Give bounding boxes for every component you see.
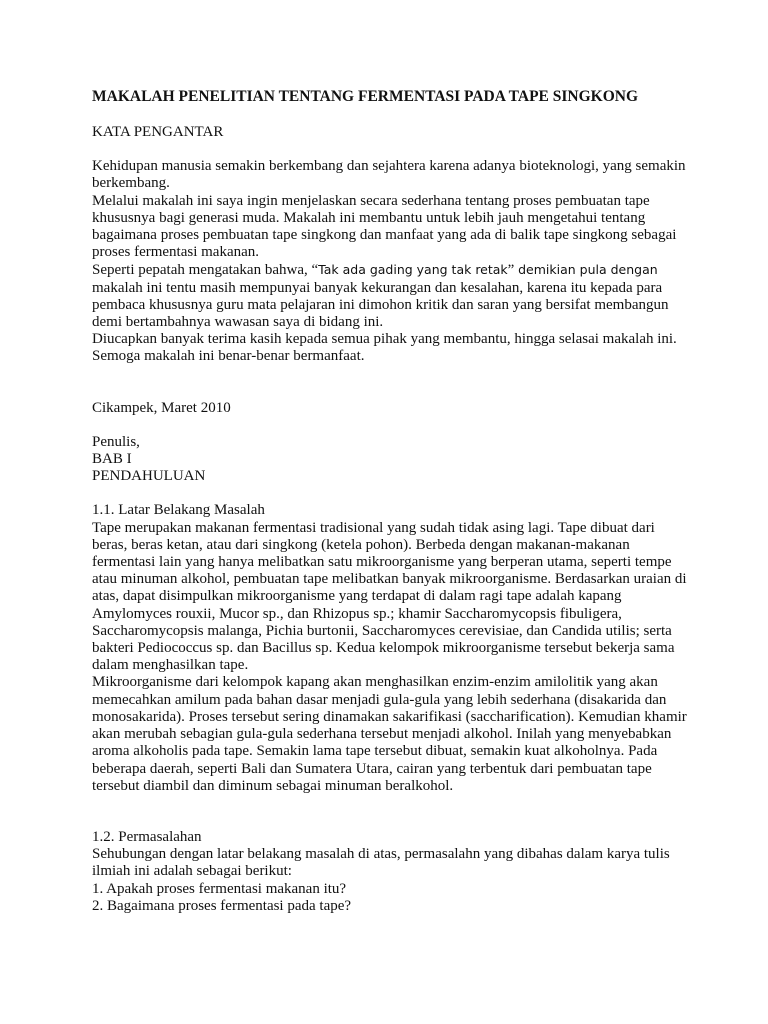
spacer [92, 795, 692, 829]
intro-p3-quote: Tak ada gading yang tak retak [318, 262, 508, 278]
intro-paragraph-4: Diucapkan banyak terima kasih kepada semua pihak yang membantu, hingga selasai makalah ini. Semoga makalah ini benar-benar bermanfaat. [92, 331, 677, 365]
questions-list [92, 881, 692, 915]
intro-paragraph-1: Kehidupan manusia semakin berkembang dan sejahtera karena adanya bioteknologi, yang semakin berkembang. [92, 158, 686, 192]
section-1-1-paragraph-1: Tape merupakan makanan fermentasi tradisional yang sudah tidak asing lagi. Tape dibuat dari beras, beras ketan, atau dari singkong (ketela pohon). Berbeda dengan makanan-makanan fermentasi lain yang hanya melibatkan satu mikroorganisme yang berperan utama, seperti tempe atau minuman alkohol, pembuatan tape melibatkan banyak mikroorganisme. Berdasarkan uraian di atas, dapat disimpulkan mikroorganisme yang terdapat di dalam ragi tape adalah kapang Amylomyces rouxii, Mucor sp., dan Rhizopus sp.; khamir Saccharomycopsis fibuligera, Saccharomycopsis malanga, Pichia burtonii, Saccharomyces cerevisiae, dan Candida utilis; serta bakteri Pediococcus sp. dan Bacillus sp. Kedua kelompok mikroorganisme tersebut bekerja sama dalam menghasilkan tape. [92, 519, 687, 674]
intro-p3-rest: makalah ini tentu masih mempunyai banyak kekurangan dan kesalahan, karena itu kepada para pembaca khususnya guru mata pelajaran ini dimohon kritik dan saran yang bersifat membangun demi bertambahnya wawasan saya di bidang ini. [92, 279, 669, 331]
intro-p3-start: Seperti pepatah mengatakan bahwa, “ [92, 262, 319, 279]
spacer [92, 141, 692, 158]
intro-paragraph-3 [92, 261, 692, 331]
place-date: Cikampek, Maret 2010 [92, 399, 231, 416]
document-page [92, 88, 692, 915]
bab-title: PENDAHULUAN [92, 468, 206, 485]
spacer [92, 366, 692, 400]
section-1-2-paragraph-1: Sehubungan dengan latar belakang masalah di atas, permasalahn yang dibahas dalam karya tulis ilmiah ini adalah sebagai berikut: [92, 846, 670, 880]
section-1-1-heading: 1.1. Latar Belakang Masalah [92, 502, 265, 519]
bab-label: BAB I [92, 451, 132, 468]
document-title: MAKALAH PENELITIAN TENTANG FERMENTASI PADA TAPE SINGKONG [92, 88, 639, 105]
section-1-2-heading: 1.2. Permasalahan [92, 828, 202, 845]
list-item: 2. Bagaimana proses fermentasi pada tape? [92, 897, 352, 914]
intro-p3-mid: demikian pula dengan [518, 262, 658, 278]
kata-pengantar-heading: KATA PENGANTAR [92, 124, 224, 140]
list-item: 1. Apakah proses fermentasi makanan itu? [92, 880, 347, 897]
spacer [92, 417, 692, 434]
intro-p3-quote-close: ” [507, 262, 519, 279]
section-1-1-paragraph-2: Mikroorganisme dari kelompok kapang akan menghasilkan enzim-enzim amilolitik yang akan memecahkan amilum pada bahan dasar menjadi gula-gula yang lebih sederhana (disakarida dan monosakarida). Proses tersebut sering dinamakan sakarifikasi (saccharification). Kemudian khamir akan merubah sebagian gula-gula sederhana tersebut menjadi alkohol. Inilah yang menyebabkan aroma alkoholis pada tape. Semakin lama tape tersebut dibuat, semakin kuat alkoholnya. Pada beberapa daerah, seperti Bali dan Sumatera Utara, cairan yang terbentuk dari pembuatan tape tersebut diambil dan diminum sebagai minuman beralkohol. [92, 674, 687, 794]
author-label: Penulis, [92, 433, 140, 450]
spacer [92, 485, 692, 502]
intro-paragraph-2: Melalui makalah ini saya ingin menjelaskan secara sederhana tentang proses pembuatan tape khususnya bagi generasi muda. Makalah ini membantu untuk lebih jauh mengetahui tentang bagaimana proses pembuatan tape singkong dan manfaat yang ada di balik tape singkong sebagai proses fermentasi makanan. [92, 192, 677, 261]
